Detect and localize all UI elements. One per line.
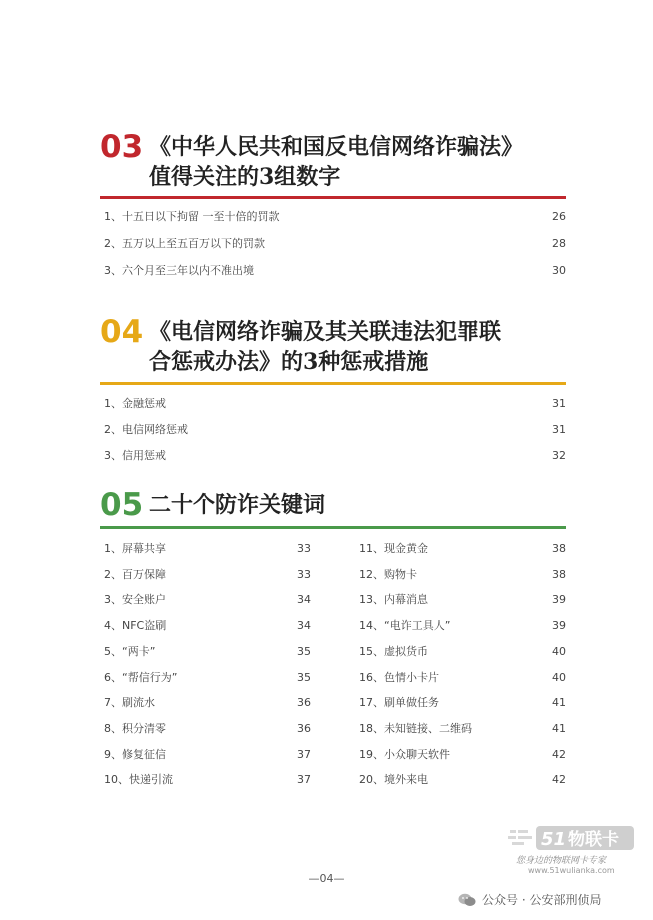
toc-entry-page: 31 xyxy=(552,423,566,436)
section-title-line1: 《中华人民共和国反电信网络诈骗法》 xyxy=(149,134,524,160)
toc-entry-page: 42 xyxy=(552,773,566,787)
wechat-attribution xyxy=(458,891,601,908)
toc-entry-page: 37 xyxy=(297,747,311,761)
toc-entry-label: 1、十五日以下拘留 一至十倍的罚款 xyxy=(104,210,280,223)
toc-entry[interactable] xyxy=(100,447,566,465)
toc-entry[interactable] xyxy=(355,566,566,584)
toc-entry-label: 11、现金黄金 xyxy=(359,542,428,555)
toc-entry[interactable] xyxy=(100,235,566,253)
toc-entry-page: 32 xyxy=(552,449,566,462)
toc-entry[interactable] xyxy=(355,694,566,712)
toc-entry-page: 34 xyxy=(297,619,311,633)
toc-entry-page: 36 xyxy=(297,696,311,710)
toc-entry-label: 20、境外来电 xyxy=(359,773,428,787)
toc-entry-page: 26 xyxy=(552,210,566,223)
toc-entry[interactable] xyxy=(355,591,566,609)
watermark-url: www.51wulianka.com xyxy=(528,866,615,875)
toc-entry-page: 38 xyxy=(552,567,566,581)
toc-entry-label: 17、刷单做任务 xyxy=(359,696,439,710)
toc-entry-label: 3、六个月至三年以内不准出境 xyxy=(104,264,254,277)
toc-entry-label: 12、购物卡 xyxy=(359,567,417,581)
section-divider xyxy=(100,526,566,529)
toc-entry-page: 28 xyxy=(552,237,566,250)
section-title: 二十个防诈关键词 xyxy=(149,492,326,518)
toc-entry-label: 2、电信网络惩戒 xyxy=(104,423,188,436)
toc-entry-label: 3、安全账户 xyxy=(104,593,166,607)
toc-entry-page: 37 xyxy=(297,773,311,787)
watermark-logo xyxy=(508,822,638,852)
toc-entry-page: 42 xyxy=(552,747,566,761)
toc-entry-label: 15、虚拟货币 xyxy=(359,644,428,658)
toc-entry-label: 19、小众聊天软件 xyxy=(359,747,450,761)
toc-entry[interactable] xyxy=(100,669,311,687)
toc-entry-label: 1、金融惩戒 xyxy=(104,397,166,410)
watermark-slogan: 您身边的物联网卡专家 xyxy=(516,856,607,866)
toc-entry[interactable] xyxy=(355,643,566,661)
toc-entry-page: 41 xyxy=(552,696,566,710)
toc-entry-page: 39 xyxy=(552,593,566,607)
toc-entry-label: 5、“两卡” xyxy=(104,644,156,658)
toc-entry-page: 40 xyxy=(552,644,566,658)
toc-entry-page: 41 xyxy=(552,721,566,735)
toc-entry-label: 10、快递引流 xyxy=(104,773,173,787)
toc-entry-label: 8、积分清零 xyxy=(104,721,166,735)
toc-entry-page: 30 xyxy=(552,264,566,277)
page-number: —04— xyxy=(308,872,345,885)
toc-entry[interactable] xyxy=(100,566,311,584)
toc-entry[interactable] xyxy=(100,591,311,609)
toc-entry-label: 6、“帮信行为” xyxy=(104,670,178,684)
toc-entry-page: 34 xyxy=(297,593,311,607)
watermark-brand: 物联卡 xyxy=(568,830,619,850)
toc-entry[interactable] xyxy=(355,720,566,738)
toc-entry-label: 2、百万保障 xyxy=(104,567,166,581)
section-number: 05 xyxy=(100,487,144,523)
toc-entry-label: 13、内幕消息 xyxy=(359,593,428,607)
toc-entry-label: 4、NFC盗刷 xyxy=(104,619,167,633)
toc-entry-label: 14、“电诈工具人” xyxy=(359,619,451,633)
toc-entry[interactable] xyxy=(100,643,311,661)
toc-entry-label: 2、五万以上至五百万以下的罚款 xyxy=(104,237,265,250)
toc-entry[interactable] xyxy=(355,746,566,764)
toc-entry-page: 33 xyxy=(297,567,311,581)
toc-entry[interactable] xyxy=(100,421,566,439)
toc-entry-page: 35 xyxy=(297,670,311,684)
toc-entry-label: 7、刷流水 xyxy=(104,696,155,710)
toc-entry-page: 36 xyxy=(297,721,311,735)
toc-entry-label: 3、信用惩戒 xyxy=(104,449,166,462)
toc-entry[interactable] xyxy=(100,395,566,413)
toc-entry[interactable] xyxy=(100,540,311,558)
section-number: 03 xyxy=(100,129,144,165)
toc-entry-page: 33 xyxy=(297,542,311,555)
watermark-number: 51 xyxy=(541,829,567,850)
toc-entry-label: 16、色情小卡片 xyxy=(359,670,439,684)
section-number: 04 xyxy=(100,314,144,350)
toc-entry-label: 18、未知链接、二维码 xyxy=(359,721,472,735)
toc-entry[interactable] xyxy=(100,262,566,280)
section-title-line1: 《电信网络诈骗及其关联违法犯罪联 xyxy=(149,319,502,345)
toc-entry[interactable] xyxy=(100,694,311,712)
toc-entry-label: 9、修复征信 xyxy=(104,747,166,761)
toc-entry[interactable] xyxy=(355,540,566,558)
section-divider xyxy=(100,382,566,385)
wechat-icon xyxy=(458,893,476,907)
toc-entry-page: 40 xyxy=(552,670,566,684)
section-title-line2: 合惩戒办法》的3种惩戒措施 xyxy=(149,349,429,375)
toc-entry[interactable] xyxy=(100,771,311,789)
section-title-line2: 值得关注的3组数字 xyxy=(149,164,341,190)
toc-entry[interactable] xyxy=(100,720,311,738)
section-divider xyxy=(100,196,566,199)
toc-entry-label: 1、屏幕共享 xyxy=(104,542,166,555)
toc-entry[interactable] xyxy=(355,617,566,635)
toc-entry-page: 35 xyxy=(297,644,311,658)
toc-entry[interactable] xyxy=(100,746,311,764)
toc-entry-page: 38 xyxy=(552,542,566,555)
toc-entry-page: 31 xyxy=(552,397,566,410)
toc-entry[interactable] xyxy=(355,771,566,789)
wechat-account-label: 公众号 · 公安部刑侦局 xyxy=(482,893,602,907)
toc-entry[interactable] xyxy=(100,617,311,635)
toc-entry-page: 39 xyxy=(552,619,566,633)
toc-entry[interactable] xyxy=(355,669,566,687)
toc-entry[interactable] xyxy=(100,208,566,226)
